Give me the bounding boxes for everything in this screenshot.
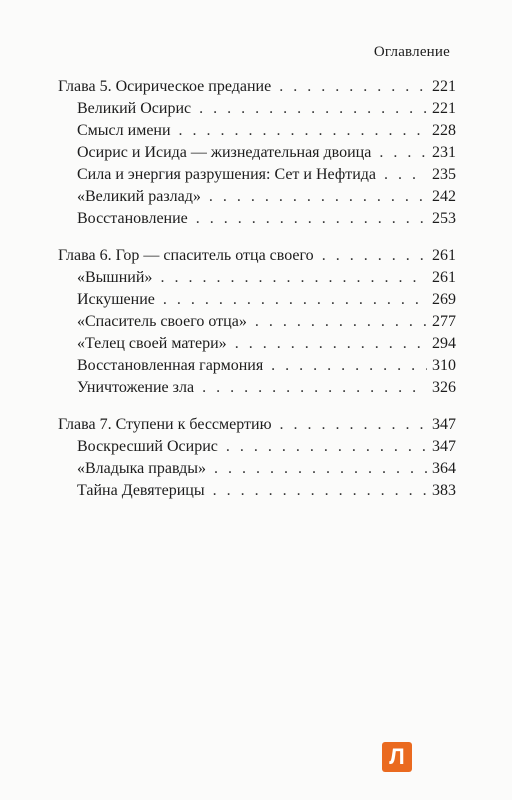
section-entry[interactable] [58, 355, 456, 377]
chapter-title: Глава 6. Гор — спаситель отца своего [58, 247, 314, 264]
dot-leader [384, 164, 427, 186]
page-number: 347 [432, 416, 456, 433]
section-title: Восстановленная гармония [77, 357, 264, 374]
section-title: Воскресший Осирис [77, 438, 218, 455]
section-entry[interactable] [58, 208, 456, 230]
dot-leader [255, 311, 427, 333]
page-number: 261 [432, 247, 456, 264]
section-entry[interactable] [58, 333, 456, 355]
section-entry[interactable] [58, 377, 456, 399]
dot-leader [196, 208, 427, 230]
dot-leader [235, 333, 427, 355]
section-entry[interactable] [58, 267, 456, 289]
section-entry[interactable] [58, 120, 456, 142]
dot-leader [179, 120, 427, 142]
running-head: Оглавление [373, 44, 450, 60]
dot-leader [202, 377, 427, 399]
page-number: 221 [432, 100, 456, 117]
section-title: «Телец своей матери» [77, 335, 227, 352]
chapter-entry[interactable] [58, 76, 456, 98]
page-number: 228 [432, 122, 456, 139]
toc-chapter-6 [58, 245, 456, 399]
page-number: 269 [432, 291, 456, 308]
dot-leader [213, 480, 427, 502]
section-entry[interactable] [58, 164, 456, 186]
dot-leader [163, 289, 427, 311]
dot-leader [279, 76, 427, 98]
table-of-contents [58, 76, 456, 517]
chapter-entry[interactable] [58, 245, 456, 267]
section-title: «Спаситель своего отца» [77, 313, 247, 330]
chapter-entry[interactable] [58, 414, 456, 436]
page-number: 347 [432, 438, 456, 455]
page-number: 310 [432, 357, 456, 374]
dot-leader [322, 245, 427, 267]
dot-leader [271, 355, 427, 377]
page-number: 383 [432, 482, 456, 499]
dot-leader [226, 436, 427, 458]
publisher-logo-icon [382, 742, 412, 772]
toc-chapter-7 [58, 414, 456, 502]
dot-leader [199, 98, 427, 120]
page-number: 235 [432, 166, 456, 183]
section-title: Осирис и Исида — жизнедательная двоица [77, 144, 372, 161]
dot-leader [280, 414, 427, 436]
section-entry[interactable] [58, 142, 456, 164]
section-entry[interactable] [58, 289, 456, 311]
section-title: Тайна Девятерицы [77, 482, 205, 499]
dot-leader [379, 142, 427, 164]
section-entry[interactable] [58, 480, 456, 502]
chapter-title: Глава 5. Осирическое предание [58, 78, 272, 95]
page-number: 277 [432, 313, 456, 330]
page-number: 364 [432, 460, 456, 477]
page-number: 221 [432, 78, 456, 95]
section-entry[interactable] [58, 98, 456, 120]
section-title: Уничтожение зла [77, 379, 195, 396]
page-number: 261 [432, 269, 456, 286]
section-title: «Вышний» [77, 269, 153, 286]
page-number: 231 [432, 144, 456, 161]
toc-chapter-5 [58, 76, 456, 230]
section-title: Искушение [77, 291, 155, 308]
section-title: Смысл имени [77, 122, 171, 139]
page-number: 294 [432, 335, 456, 352]
section-entry[interactable] [58, 311, 456, 333]
section-title: «Великий разлад» [77, 188, 201, 205]
section-entry[interactable] [58, 458, 456, 480]
page-number: 326 [432, 379, 456, 396]
dot-leader [214, 458, 427, 480]
dot-leader [160, 267, 427, 289]
dot-leader [209, 186, 427, 208]
section-entry[interactable] [58, 186, 456, 208]
section-entry[interactable] [58, 436, 456, 458]
section-title: Сила и энергия разрушения: Сет и Нефтида [77, 166, 376, 183]
page-number: 253 [432, 210, 456, 227]
section-title: Восстановление [77, 210, 188, 227]
publisher-logo-glyph: Л [389, 744, 405, 769]
section-title: «Владыка правды» [77, 460, 206, 477]
page-number: 242 [432, 188, 456, 205]
chapter-title: Глава 7. Ступени к бессмертию [58, 416, 272, 433]
section-title: Великий Осирис [77, 100, 192, 117]
